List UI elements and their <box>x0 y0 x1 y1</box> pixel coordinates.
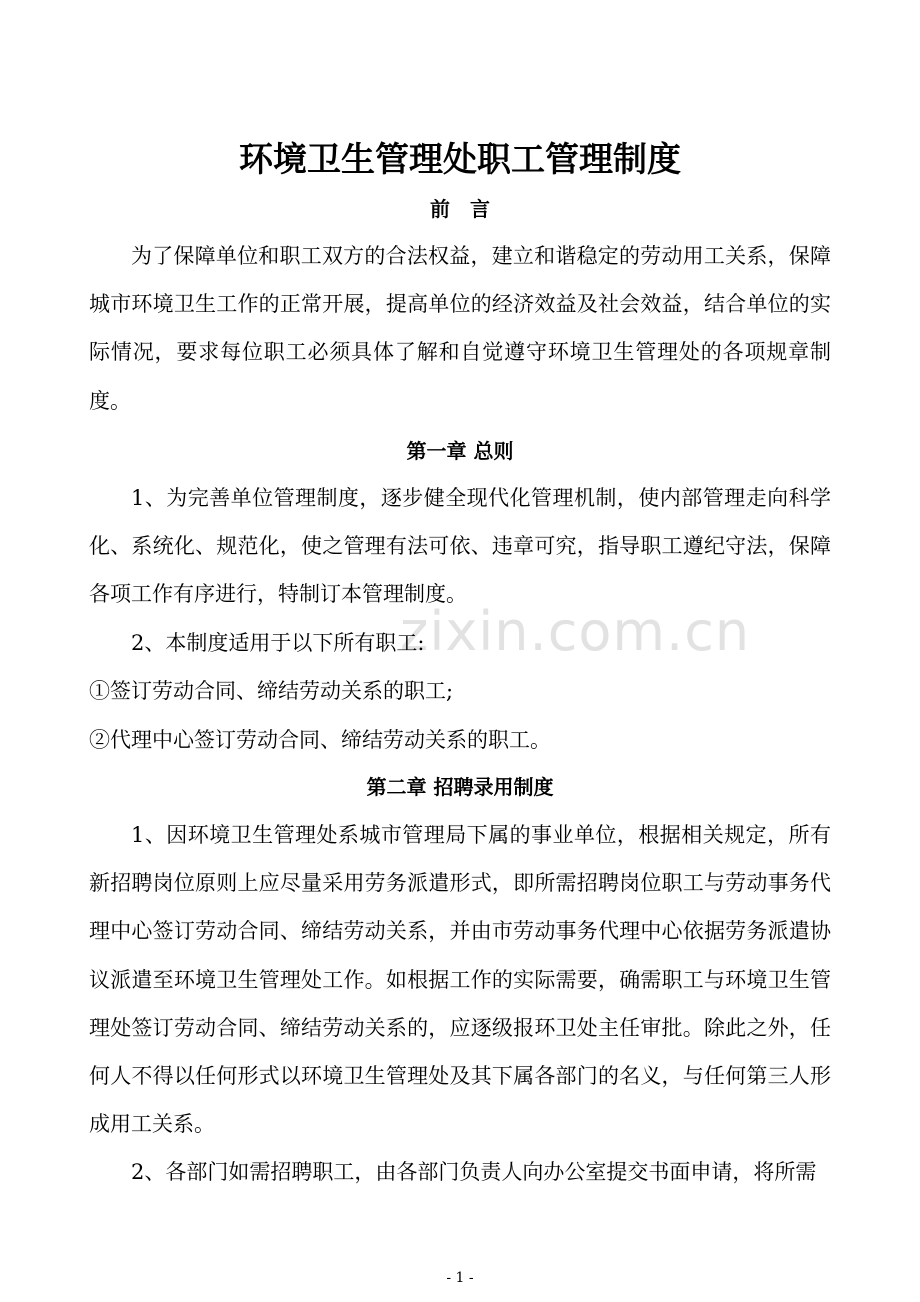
preface-paragraph: 为了保障单位和职工双方的合法权益，建立和谐稳定的劳动用工关系，保障城市环境卫生工作的正常开展，提高单位的经济效益及社会效益，结合单位的实际情况，要求每位职工必须具体了解和自觉遵守环境卫生管理处的各项规章制度。 <box>89 244 831 413</box>
watermark: zixin.com.cn <box>400 600 751 663</box>
chapter2-heading: 第二章 招聘录用制度 <box>366 775 554 799</box>
chapter1-heading: 第一章 总则 <box>406 439 514 463</box>
page-number: - 1 - <box>446 1270 474 1286</box>
chapter2-paragraph-1: 1、因环境卫生管理处系城市管理局下属的事业单位，根据相关规定，所有新招聘岗位原则上应尽量采用劳务派遣形式，即所需招聘岗位职工与劳动事务代理中心签订劳动合同、缔结劳动关系，并由市劳动事务代理中心依据劳务派遣协议派遣至环境卫生管理处工作。如根据工作的实际需要，确需职工与环境卫生管理处签订劳动合同、缔结劳动关系的，应逐级报环卫处主任审批。除此之外，任何人不得以任何形式以环境卫生管理处及其下属各部门的名义，与任何第三人形成用工关系。 <box>89 823 831 1137</box>
chapter1-list-item-2: ②代理中心签订劳动合同、缔结劳动关系的职工。 <box>89 728 551 752</box>
chapter1-paragraph-1: 1、为完善单位管理制度，逐步健全现代化管理机制，使内部管理走向科学化、系统化、规范化，使之管理有法可依、违章可究，指导职工遵纪守法，保障各项工作有序进行，特制订本管理制度。 <box>89 486 831 607</box>
document-title: 环境卫生管理处职工管理制度 <box>239 140 681 180</box>
chapter1-paragraph-2: 2、本制度适用于以下所有职工: <box>131 631 425 655</box>
chapter2-paragraph-2: 2、各部门如需招聘职工，由各部门负责人向办公室提交书面申请，将所需 <box>131 1160 817 1184</box>
preface-heading: 前 言 <box>430 197 490 221</box>
chapter1-list-item-1: ①签订劳动合同、缔结劳动关系的职工; <box>89 679 454 703</box>
